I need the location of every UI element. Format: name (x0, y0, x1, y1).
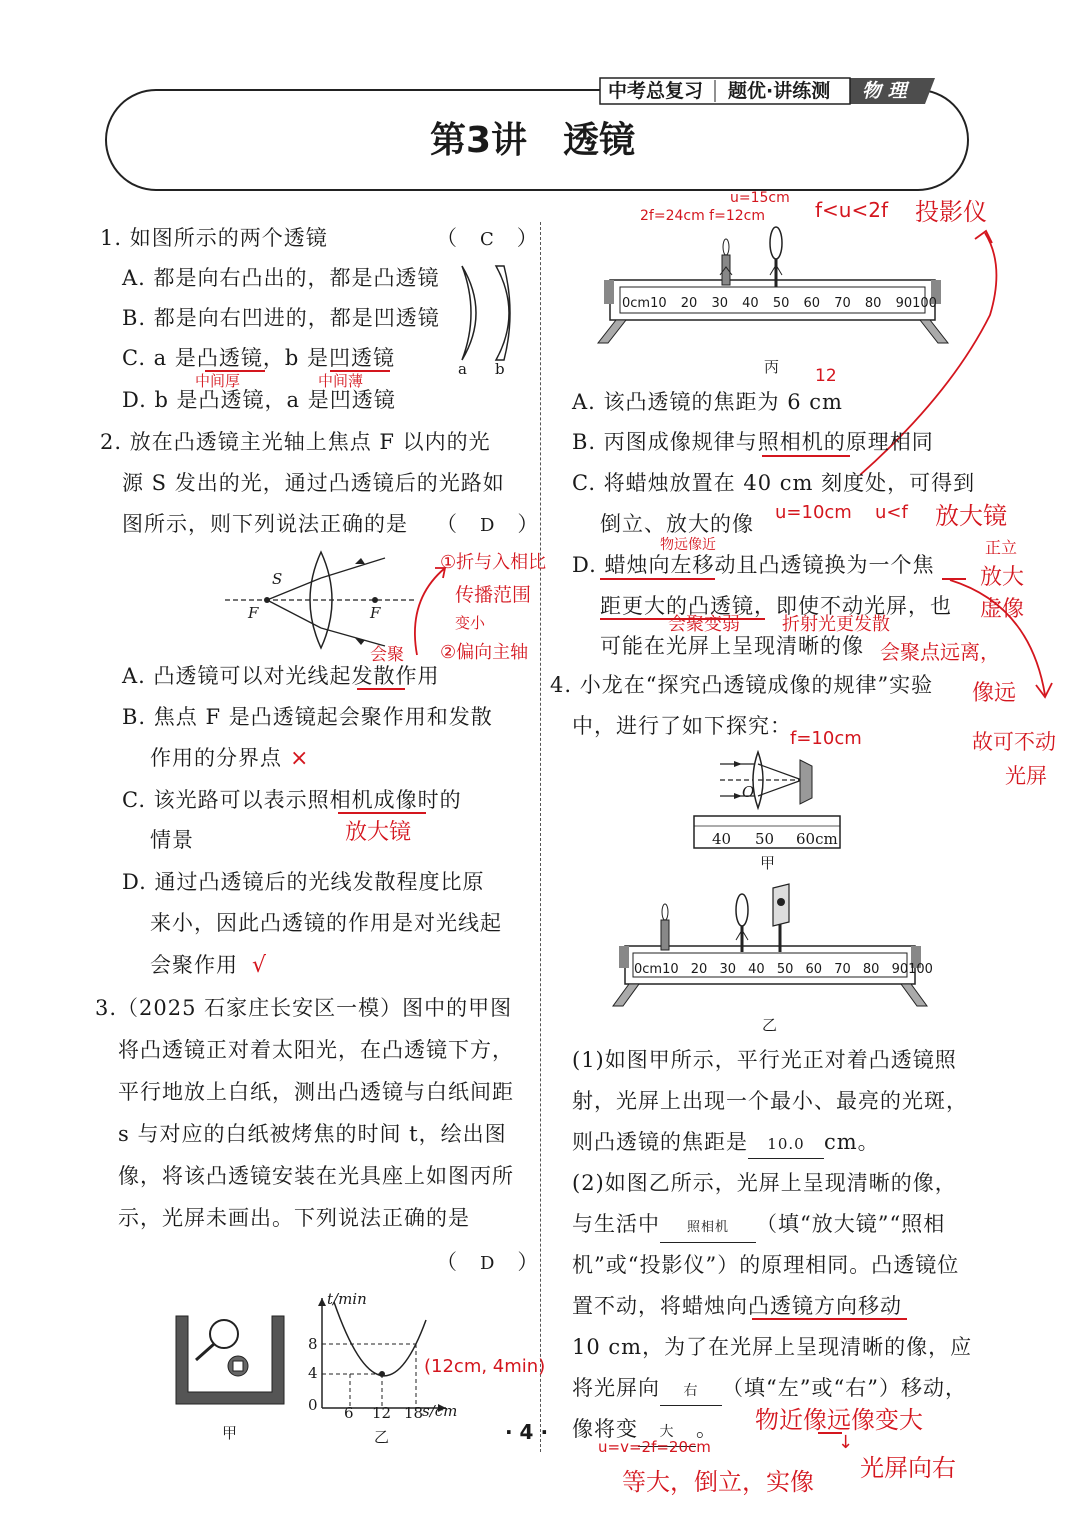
q3-note-2f: 2f=24cm f=12cm (640, 208, 765, 224)
q3-note-12: 12 (815, 366, 837, 386)
q4-fig-yi-label: 乙 (762, 1016, 778, 1034)
q3-option-c1: C. 将蜡烛放置在 40 cm 刻度处，可得到 (572, 471, 976, 495)
q2-option-a: A. 凸透镜可以对光线起发散作用 (122, 664, 440, 688)
q4-answer-focal: 10.0 (748, 1130, 824, 1159)
q1-note-thick: 中间厚 (195, 372, 241, 390)
q2-option-b1: B. 焦点 F 是凸透镜起会聚作用和发散 (122, 705, 493, 729)
q4-note-equal: 等大，倒立，实像 (622, 1468, 814, 1496)
q3-line2: 将凸透镜正对着太阳光，在凸透镜下方， (118, 1038, 514, 1062)
q4-p2-line1: (2)如图乙所示，光屏上呈现清晰的像， (572, 1171, 957, 1195)
q3-graph-ytick-0: 0 (308, 1396, 318, 1414)
q3-option-d3: 可能在光屏上呈现清晰的像 (600, 634, 864, 658)
q1-option-c: C. a 是凸透镜，b 是凹透镜 (122, 346, 395, 370)
q3-option-a: A. 该凸透镜的焦距为 6 cm (572, 390, 843, 414)
q4-fig-jia-label: 甲 (760, 854, 776, 872)
q1-note-thin: 中间薄 (318, 372, 364, 390)
q1-option-d: D. b 是凸透镜，a 是凹透镜 (122, 388, 396, 412)
q3-graph-xtick-18: 18 (404, 1404, 424, 1422)
q4-ruler-60: 60cm (796, 830, 838, 848)
q4-answer-size: 大 (638, 1418, 696, 1447)
header-subject: 物 理 (862, 80, 907, 102)
q1-option-a: A. 都是向右凸出的，都是凸透镜 (122, 266, 440, 290)
q2-underline-a (357, 688, 405, 690)
q1-label-b: b (495, 360, 505, 378)
q3-line5: 像，将该凸透镜安装在光具座上如图丙所 (118, 1164, 514, 1188)
q2-note-fold1: ①折与入相比 (440, 552, 547, 573)
q2-paren: （ D ） (436, 512, 540, 536)
q2-label-s: S (272, 570, 283, 588)
q3-option-d2: 距更大的凸透镜，即使不动光屏，也 (600, 594, 952, 618)
q3-fig-jia (172, 1312, 292, 1412)
q4-ruler-50: 50 (755, 830, 775, 848)
column-divider (540, 222, 541, 1452)
q2-mark-check: √ (252, 953, 267, 978)
q4-ruler-40: 40 (712, 830, 732, 848)
q3-answer: D (480, 1253, 496, 1274)
q3-line6: 示，光屏未画出。下列说法正确的是 (118, 1206, 470, 1230)
q3-note-magnifier: 放大镜 (935, 502, 1007, 530)
q2-line2: 源 S 发出的光，通过凸透镜后的光路如 (122, 471, 505, 495)
q1-stem: 1. 如图所示的两个透镜 (100, 226, 328, 250)
q3-paren: （ D ） (436, 1250, 540, 1274)
q2-option-d3: 会聚作用 (150, 953, 238, 977)
q3-note-objfar: 物远像近 (660, 537, 716, 553)
q4-line1: 4. 小龙在“探究凸透镜成像的规律”实验 (550, 673, 934, 697)
q2-note-magnifier: 放大镜 (345, 820, 412, 845)
q3-option-c2: 倒立、放大的像 (600, 512, 754, 536)
q4-p2-line3: 机”或“投影仪”）的原理相同。凸透镜位 (572, 1253, 960, 1277)
q2-label-f2: F (370, 604, 381, 622)
q4-p1-line3: 则凸透镜的焦距是 10.0 cm。 (572, 1122, 880, 1163)
q3-note-focus-far: 会聚点远离， (880, 640, 1000, 664)
q2-option-c2: 情景 (150, 828, 194, 852)
q2-option-b2: 作用的分界点 (150, 746, 282, 770)
q2-label-f1: F (248, 604, 259, 622)
q1-option-b: B. 都是向右凹进的，都是凹透镜 (122, 306, 440, 330)
q4-p2-line4: 置不动，将蜡烛向凸透镜方向移动 (572, 1294, 902, 1318)
q4-answer-direction: 右 (660, 1377, 722, 1406)
q3-graph-xtick-6: 6 (344, 1404, 354, 1422)
q3-note-upright1: 正立 (985, 538, 1018, 557)
q3-note-screen2: 光屏 (1005, 764, 1047, 788)
q4-p2-line5: 10 cm，为了在光屏上呈现清晰的像，应 (572, 1335, 973, 1359)
q4-line2: 中，进行了如下探究： (572, 714, 792, 738)
q2-note-arrow (405, 560, 455, 660)
q3-fig-bing-label: 丙 (764, 358, 780, 376)
q1-label-a: a (458, 360, 467, 378)
q3-graph-xlabel: s/cm (422, 1402, 458, 1420)
page-title: 第3讲 透镜 (430, 120, 636, 161)
q2-line3: 图所示，则下列说法正确的是 (122, 512, 408, 536)
q2-note-fold2: 传播范围 (455, 584, 532, 606)
q3-line4: s 与对应的白纸被烤焦的时间 t，绘出图 (118, 1122, 507, 1146)
q4-note-arrow-down: ↓ (838, 1432, 854, 1453)
q2-note-converge: 会聚 (370, 645, 404, 665)
q3-note-uf: u<f (875, 502, 908, 523)
q3-note-projector: 投影仪 (915, 198, 987, 226)
q3-note-refract: 折射光更发散 (782, 614, 890, 635)
q3-graph-ylabel: t/min (327, 1290, 367, 1308)
q3-underline-d1 (600, 578, 715, 580)
q4-p1-line2: 射，光屏上出现一个最小、最亮的光斑， (572, 1089, 968, 1113)
q4-note-screen: 光屏向右 (860, 1454, 956, 1482)
q3-fig-jia-label: 甲 (222, 1424, 238, 1442)
q2-note-fold3: 变小 (455, 614, 486, 632)
q2-underline-c (338, 812, 426, 814)
q4-p2-line2: 与生活中 照相机 （填“放大镜”“照相 (572, 1204, 945, 1245)
q3-option-d1: D. 蜡烛向左移动且凸透镜换为一个焦 (572, 553, 935, 577)
q4-answer-device: 照相机 (660, 1214, 756, 1243)
q3-note-screen1: 故可不动 (972, 730, 1056, 754)
q2-option-c1: C. 该光路可以表示照相机成像时的 (122, 788, 462, 812)
q3-line1: 3.（2025 石家庄长安区一模）图中的甲图 (95, 996, 513, 1020)
q4-note-rule: 物近像远像变大 (755, 1406, 923, 1434)
q3-bench-ticks: 0cm10 20 30 40 50 60 70 80 90100 (622, 296, 937, 311)
q4-p2-line6: 将光屏向 右 （填“左”或“右”）移动， (572, 1368, 967, 1409)
q3-note-u10: u=10cm (775, 502, 852, 523)
q4-p2-line7: 像将变 大 。 (572, 1409, 718, 1450)
q3-line3: 平行地放上白纸，测出凸透镜与白纸间距 (118, 1080, 514, 1104)
q3-note-weaker: 会聚变弱 (668, 614, 740, 635)
q3-underline-b (762, 455, 850, 457)
q3-underline-d2 (942, 578, 966, 580)
q4-note-u2f: u=v=2f=20cm (598, 1438, 711, 1456)
q4-underline-move (752, 1318, 907, 1320)
q4-label-o: O (742, 783, 755, 801)
q3-graph-ytick-8: 8 (308, 1335, 318, 1353)
q4-bench-ticks: 0cm10 20 30 40 50 60 70 80 90100 (634, 962, 933, 977)
q3-note-u15: u=15cm (730, 190, 790, 206)
header-series: 中考总复习 (608, 80, 704, 102)
q3-fig-yi-label: 乙 (374, 1428, 390, 1446)
q1-paren: （ C ） (436, 226, 539, 250)
header-sub: 题优·讲练测 (728, 80, 831, 102)
q4-note-f: f=10cm (790, 728, 862, 749)
q2-option-d2: 来小，因此凸透镜的作用是对光线起 (150, 911, 502, 935)
q2-line1: 2. 放在凸透镜主光轴上焦点 F 以内的光 (100, 430, 491, 454)
q4-optical-bench (605, 880, 935, 1010)
q2-option-d1: D. 通过凸透镜后的光线发散程度比原 (122, 870, 485, 894)
q1-answer: C (480, 229, 495, 250)
page-number: · 4 · (505, 1420, 549, 1444)
q3-note-upright2: 放大 (980, 565, 1025, 590)
q3-option-b: B. 丙图成像规律与照相机的原理相同 (572, 430, 934, 454)
q3-note-range: f<u<2f (815, 198, 888, 222)
q3-graph-xtick-12: 12 (372, 1404, 392, 1422)
q3-note-img-far: 像远 (972, 681, 1017, 706)
header-frame (0, 0, 1080, 200)
q3-note-point: (12cm, 4min) (424, 1356, 546, 1377)
q2-answer: D (480, 515, 496, 536)
q3-graph-ytick-4: 4 (308, 1364, 318, 1382)
q2-note-fold4: ②偏向主轴 (440, 642, 529, 663)
q4-p1-line1: (1)如图甲所示，平行光正对着凸透镜照 (572, 1048, 957, 1072)
q3-note-upright3: 虚像 (980, 597, 1025, 622)
q2-mark-x: × (290, 746, 309, 771)
